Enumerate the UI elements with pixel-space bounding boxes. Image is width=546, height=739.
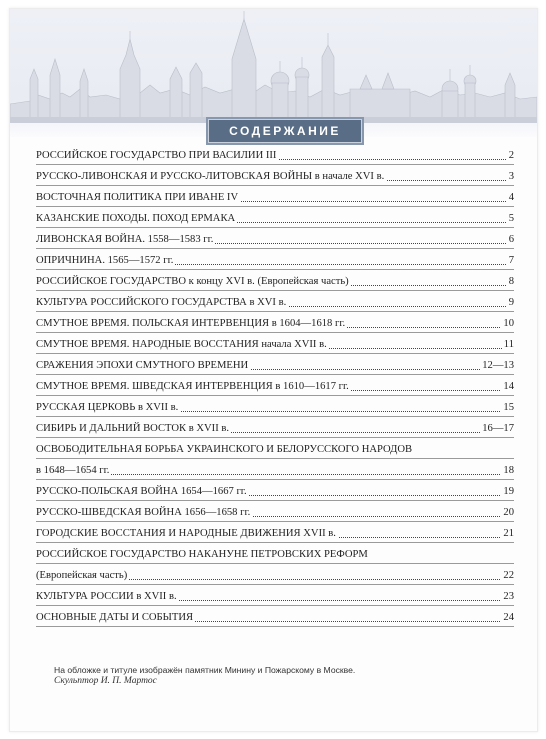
toc-entry[interactable] <box>36 375 514 396</box>
toc-entry-subtitle: в 1610—1617 гг. <box>272 381 349 392</box>
toc-entry-title: ГОРОДСКИЕ ВОССТАНИЯ И НАРОДНЫЕ ДВИЖЕНИЯ <box>36 528 301 539</box>
toc-entry-title: ВОСТОЧНАЯ ПОЛИТИКА ПРИ ИВАНЕ IV <box>36 192 239 203</box>
toc-page-number: 6 <box>508 234 514 245</box>
toc-page-number: 12—13 <box>482 360 514 371</box>
toc-entry-row <box>36 501 514 522</box>
toc-entry-row <box>36 270 514 291</box>
toc-entry-row <box>36 165 514 186</box>
toc-entry-row <box>36 459 514 480</box>
toc-page-number: 8 <box>508 276 514 287</box>
toc-entry-row <box>36 249 514 270</box>
toc-entry-label <box>36 318 347 329</box>
kremlin-skyline-illustration <box>10 9 537 137</box>
table-of-contents <box>36 144 514 627</box>
toc-entry[interactable] <box>36 606 514 627</box>
toc-page-number: 19 <box>503 486 514 497</box>
toc-entry-row <box>36 606 514 627</box>
toc-entry-title: КУЛЬТУРА РОССИЙСКОГО ГОСУДАРСТВА <box>36 297 247 308</box>
toc-page-number: 7 <box>508 255 514 266</box>
toc-entry[interactable] <box>36 396 514 417</box>
toc-page-number: 23 <box>503 591 514 602</box>
toc-entry-subtitle: начала XVII в. <box>258 339 327 350</box>
toc-entry-row <box>36 207 514 228</box>
toc-entry-title: ОСВОБОДИТЕЛЬНАЯ БОРЬБА УКРАИНСКОГО И БЕЛОРУССКОГО НАРОДОВ <box>36 444 413 455</box>
toc-rule <box>36 626 514 627</box>
toc-entry-row <box>36 585 514 606</box>
toc-page-number: 24 <box>503 612 514 623</box>
toc-entry-label <box>36 192 240 203</box>
toc-entry[interactable] <box>36 333 514 354</box>
toc-entry[interactable] <box>36 501 514 522</box>
toc-entry-subtitle: 1565—1572 гг. <box>104 255 174 266</box>
toc-entry-title: СМУТНОЕ ВРЕМЯ. ШВЕДСКАЯ ИНТЕРВЕНЦИЯ <box>36 381 273 392</box>
toc-entry-row <box>36 291 514 312</box>
toc-entry-title-line <box>36 543 514 564</box>
toc-entry-label <box>36 423 231 434</box>
toc-entry-row <box>36 333 514 354</box>
toc-entry-label <box>36 402 180 413</box>
toc-entry-subtitle: в 1604—1618 гг. <box>269 318 346 329</box>
toc-page-number: 18 <box>503 465 514 476</box>
toc-entry-title: ОПРИЧНИНА. <box>36 255 105 266</box>
toc-entry-title: ОСНОВНЫЕ ДАТЫ И СОБЫТИЯ <box>36 612 194 623</box>
toc-entry[interactable] <box>36 480 514 501</box>
toc-entry-subtitle: (Европейская часть) <box>36 570 128 581</box>
toc-entry-subtitle: к концу XVI в. (Европейская часть) <box>186 276 349 287</box>
toc-entry-subtitle: в начале XVI в. <box>312 171 385 182</box>
toc-entry-label <box>36 381 351 392</box>
toc-entry-subtitle: в XVII в. <box>186 423 230 434</box>
toc-entry-label <box>36 486 249 497</box>
toc-entry-label <box>36 234 215 245</box>
toc-entry-label <box>36 465 111 476</box>
toc-entry[interactable] <box>36 228 514 249</box>
toc-entry-row <box>36 144 514 165</box>
toc-entry-label <box>36 276 351 287</box>
toc-entry-title: РОССИЙСКОЕ ГОСУДАРСТВО <box>36 276 187 287</box>
toc-entry[interactable] <box>36 438 514 480</box>
toc-entry-row <box>36 186 514 207</box>
toc-entry-title: РОССИЙСКОЕ ГОСУДАРСТВО НАКАНУНЕ ПЕТРОВСКИХ РЕФОРМ <box>36 549 368 560</box>
contents-title: СОДЕРЖАНИЕ <box>229 124 341 138</box>
toc-entry-title: РУССКО-ЛИВОНСКАЯ И РУССКО-ЛИТОВСКАЯ ВОЙНЫ <box>36 171 313 182</box>
toc-entry-row <box>36 564 514 585</box>
toc-page-number: 15 <box>503 402 514 413</box>
toc-entry-label <box>36 213 237 224</box>
toc-entry-title: РУССКАЯ ЦЕРКОВЬ <box>36 402 136 413</box>
toc-page-number: 14 <box>503 381 514 392</box>
toc-page-number: 9 <box>508 297 514 308</box>
toc-entry-label <box>36 171 386 182</box>
toc-page-number: 10 <box>503 318 514 329</box>
toc-page-number: 4 <box>508 192 514 203</box>
toc-page-number: 11 <box>503 339 514 350</box>
toc-entry-row <box>36 312 514 333</box>
toc-page-number: 20 <box>503 507 514 518</box>
toc-entry-row <box>36 375 514 396</box>
toc-entry-subtitle: 1558—1583 гг. <box>145 234 214 245</box>
toc-entry-label <box>36 297 288 308</box>
toc-page-number: 21 <box>503 528 514 539</box>
toc-entry-title-line <box>36 438 514 459</box>
cover-note-line: На обложке и титуле изображён памятник Минину и Пожарскому в Москве. <box>54 665 356 675</box>
toc-entry-title: СМУТНОЕ ВРЕМЯ. ПОЛЬСКАЯ ИНТЕРВЕНЦИЯ <box>36 318 270 329</box>
toc-entry[interactable] <box>36 354 514 375</box>
toc-entry[interactable] <box>36 291 514 312</box>
toc-entry-subtitle: 1656—1658 гг. <box>181 507 251 518</box>
toc-entry-title: КАЗАНСКИЕ ПОХОДЫ. ПОХОД ЕРМАКА <box>36 213 236 224</box>
toc-entry-subtitle: XVII в. <box>300 528 336 539</box>
toc-entry-title: ЛИВОНСКАЯ ВОЙНА. <box>36 234 146 245</box>
toc-entry-label <box>36 360 250 371</box>
toc-entry-title: СМУТНОЕ ВРЕМЯ. НАРОДНЫЕ ВОССТАНИЯ <box>36 339 259 350</box>
sculptor-credit: Скульптор И. П. Мартос <box>54 676 157 686</box>
toc-page-number: 2 <box>508 150 514 161</box>
toc-entry[interactable] <box>36 144 514 165</box>
toc-entry-subtitle: в XVII в. <box>133 591 177 602</box>
toc-entry-label <box>36 255 175 266</box>
toc-entry[interactable] <box>36 270 514 291</box>
contents-title-plate <box>208 119 362 143</box>
toc-entry-row <box>36 354 514 375</box>
toc-entry-row <box>36 228 514 249</box>
toc-page-number: 3 <box>508 171 514 182</box>
toc-page <box>9 8 538 732</box>
toc-entry-subtitle: в XVII в. <box>135 402 179 413</box>
toc-entry[interactable] <box>36 417 514 438</box>
toc-entry-label <box>36 591 179 602</box>
toc-entry[interactable] <box>36 207 514 228</box>
toc-entry[interactable] <box>36 522 514 543</box>
toc-entry-row <box>36 396 514 417</box>
toc-page-number: 5 <box>508 213 514 224</box>
toc-entry-label <box>36 339 329 350</box>
cover-note <box>54 665 355 687</box>
toc-entry-title: РУССКО-ПОЛЬСКАЯ ВОЙНА <box>36 486 179 497</box>
toc-entry-subtitle: в 1648—1654 гг. <box>36 465 110 476</box>
toc-entry-title: РОССИЙСКОЕ ГОСУДАРСТВО ПРИ ВАСИЛИИ III <box>36 150 277 161</box>
toc-entry-row <box>36 480 514 501</box>
toc-entry-row <box>36 417 514 438</box>
toc-entry-label <box>36 150 278 161</box>
toc-entry-title: КУЛЬТУРА РОССИИ <box>36 591 134 602</box>
toc-entry-label <box>36 507 252 518</box>
toc-entry[interactable] <box>36 165 514 186</box>
toc-entry-label <box>36 612 195 623</box>
toc-entry-row <box>36 522 514 543</box>
toc-entry-label <box>36 570 129 581</box>
toc-entry[interactable] <box>36 249 514 270</box>
toc-entry-subtitle: 1654—1667 гг. <box>178 486 247 497</box>
toc-entry-label <box>36 528 338 539</box>
toc-entry[interactable] <box>36 585 514 606</box>
toc-entry-title: РУССКО-ШВЕДСКАЯ ВОЙНА <box>36 507 182 518</box>
toc-page-number: 22 <box>503 570 514 581</box>
toc-entry[interactable] <box>36 543 514 585</box>
toc-page-number: 16—17 <box>482 423 514 434</box>
toc-entry[interactable] <box>36 186 514 207</box>
toc-entry-title: СРАЖЕНИЯ ЭПОХИ СМУТНОГО ВРЕМЕНИ <box>36 360 249 371</box>
toc-entry[interactable] <box>36 312 514 333</box>
toc-entry-subtitle: в XVI в. <box>246 297 287 308</box>
toc-entry-title: СИБИРЬ И ДАЛЬНИЙ ВОСТОК <box>36 423 187 434</box>
